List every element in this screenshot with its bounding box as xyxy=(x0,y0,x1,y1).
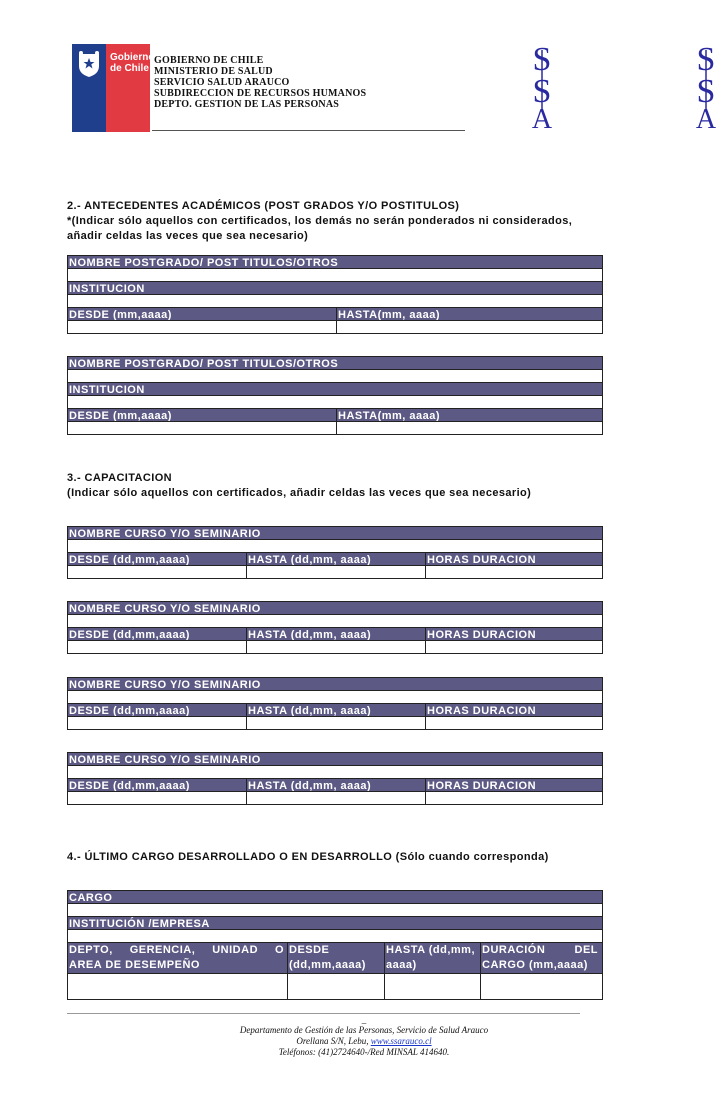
gov-line: SERVICIO SALUD ARAUCO xyxy=(154,77,290,88)
from-label: DESDE (dd,mm,aaaa) xyxy=(69,554,190,565)
gov-line: DEPTO. GESTION DE LAS PERSONAS xyxy=(154,99,340,110)
to-label: HASTA(mm, aaaa) xyxy=(336,308,602,320)
course-form-2 xyxy=(67,602,603,654)
cargo-label: CARGO xyxy=(69,892,113,903)
institution-label: INSTITUCION xyxy=(69,384,145,395)
footer-phones: Teléfonos: (41)2724640-/Red MINSAL 414640. xyxy=(278,1047,450,1057)
government-header-text xyxy=(154,55,366,110)
svg-text:S: S xyxy=(696,73,716,110)
course-form-3 xyxy=(67,678,603,730)
hours-label: HORAS DURACION xyxy=(425,779,602,791)
svg-text:S: S xyxy=(696,41,716,78)
svg-text:S: S xyxy=(532,73,552,110)
hours-field[interactable] xyxy=(425,641,602,653)
postgrado-form-2 xyxy=(67,357,603,435)
svg-text:S: S xyxy=(532,41,552,78)
from-label: DESDE (dd,mm,aaaa) xyxy=(69,705,190,716)
course-form-1 xyxy=(67,527,603,579)
from-field[interactable] xyxy=(68,792,246,804)
from-label: DESDE (dd,mm,aaaa) xyxy=(69,629,190,640)
hours-label: HORAS DURACION xyxy=(425,628,602,640)
from-field[interactable] xyxy=(68,717,246,729)
to-label: HASTA (dd,mm, aaaa) xyxy=(246,628,425,640)
to-label: HASTA(mm, aaaa) xyxy=(336,409,602,421)
last-position-form xyxy=(67,891,603,1000)
svg-text:A: A xyxy=(531,104,553,130)
gov-line: SUBDIRECCION DE RECURSOS HUMANOS xyxy=(154,88,367,99)
to-field[interactable] xyxy=(246,566,425,578)
postgrado-name-field[interactable] xyxy=(67,369,603,383)
from-field[interactable] xyxy=(68,422,336,434)
institution-field[interactable] xyxy=(67,294,603,308)
postgrado-name-label: NOMBRE POSTGRADO/ POST TITULOS/OTROS xyxy=(69,358,339,369)
hours-label: HORAS DURACION xyxy=(425,704,602,716)
section-2-note: añadir celdas las veces que sea necesario) xyxy=(67,230,309,242)
footer-address: Orellana S/N, Lebu, www.ssarauco.cl xyxy=(296,1036,432,1046)
ssa-logo-right xyxy=(686,40,726,130)
from-field[interactable] xyxy=(68,566,246,578)
section-3-title: 3.- CAPACITACION xyxy=(67,472,172,484)
svg-text:A: A xyxy=(695,104,717,130)
hours-label: HORAS DURACION xyxy=(425,553,602,565)
dept-field[interactable] xyxy=(68,974,287,999)
duration-label: DURACIÓN DEL CARGO (mm,aaaa) xyxy=(480,943,602,973)
institution-label: INSTITUCION xyxy=(69,283,145,294)
section-4-note: (Sólo cuando corresponda) xyxy=(392,851,549,863)
section-3-note: (Indicar sólo aquellos con certificados, añadir celdas las veces que sea necesario) xyxy=(67,487,532,499)
hours-field[interactable] xyxy=(425,566,602,578)
website-link[interactable]: www.ssarauco.cl xyxy=(370,1036,432,1046)
from-label: DESDE (dd,mm,aaaa) xyxy=(69,780,190,791)
course-field[interactable] xyxy=(67,690,603,704)
to-field[interactable] xyxy=(246,717,425,729)
gov-line: MINISTERIO DE SALUD xyxy=(154,66,273,77)
dept-label: DEPTO, GERENCIA, UNIDAD O AREA DE DESEMPEÑO xyxy=(69,944,284,971)
logo-text-line: de Chile xyxy=(110,63,149,74)
postgrado-name-field[interactable] xyxy=(67,268,603,282)
course-label: NOMBRE CURSO Y/O SEMINARIO xyxy=(69,603,261,614)
course-label: NOMBRE CURSO Y/O SEMINARIO xyxy=(69,679,261,690)
logo-text-line: Gobierno xyxy=(110,52,155,63)
to-field[interactable] xyxy=(246,792,425,804)
course-label: NOMBRE CURSO Y/O SEMINARIO xyxy=(69,528,261,539)
course-label: NOMBRE CURSO Y/O SEMINARIO xyxy=(69,754,261,765)
institution-field[interactable] xyxy=(67,929,603,943)
to-label: HASTA (dd,mm, aaaa) xyxy=(246,704,425,716)
section-4-title: 4.- ÚLTIMO CARGO DESARROLLADO O EN DESARROLLO xyxy=(67,851,393,863)
course-form-4 xyxy=(67,753,603,805)
from-label: DESDE (dd,mm,aaaa) xyxy=(287,943,384,973)
section-2-heading xyxy=(67,199,572,244)
from-label: DESDE (mm,aaaa) xyxy=(69,309,172,320)
header-rule xyxy=(152,130,465,131)
section-2-note: *(Indicar sólo aquellos con certificados, los demás no serán ponderados ni considerados, xyxy=(67,215,573,227)
institution-label: INSTITUCIÓN /EMPRESA xyxy=(69,918,210,929)
to-field[interactable] xyxy=(384,974,480,999)
section-4-heading xyxy=(67,850,549,865)
to-field[interactable] xyxy=(246,641,425,653)
institution-field[interactable] xyxy=(67,395,603,409)
to-field[interactable] xyxy=(336,422,602,434)
from-field[interactable] xyxy=(68,321,336,333)
course-field[interactable] xyxy=(67,614,603,628)
to-label: HASTA (dd,mm, aaaa) xyxy=(246,553,425,565)
footer-department: Departamento de Gestión de las Personas, Servicio de Salud Arauco xyxy=(239,1025,489,1035)
from-field[interactable] xyxy=(68,641,246,653)
hours-field[interactable] xyxy=(425,717,602,729)
course-field[interactable] xyxy=(67,539,603,553)
section-2-title: 2.- ANTECEDENTES ACADÉMICOS (POST GRADOS Y/O POSTITULOS) xyxy=(67,200,460,212)
from-field[interactable] xyxy=(287,974,384,999)
course-field[interactable] xyxy=(67,765,603,779)
postgrado-name-label: NOMBRE POSTGRADO/ POST TITULOS/OTROS xyxy=(69,257,339,268)
gov-line: GOBIERNO DE CHILE xyxy=(154,55,264,66)
coat-of-arms-icon xyxy=(76,50,102,78)
to-label: HASTA (dd,mm, aaaa) xyxy=(384,943,480,973)
gobierno-de-chile-logo xyxy=(72,44,155,132)
from-label: DESDE (mm,aaaa) xyxy=(69,410,172,421)
ssa-logo-left xyxy=(522,40,562,130)
postgrado-form-1 xyxy=(67,256,603,334)
to-label: HASTA (dd,mm, aaaa) xyxy=(246,779,425,791)
duration-field[interactable] xyxy=(480,974,602,999)
hours-field[interactable] xyxy=(425,792,602,804)
to-field[interactable] xyxy=(336,321,602,333)
cargo-field[interactable] xyxy=(67,903,603,917)
footer-dash: _ xyxy=(361,1015,367,1025)
section-3-heading xyxy=(67,471,531,501)
